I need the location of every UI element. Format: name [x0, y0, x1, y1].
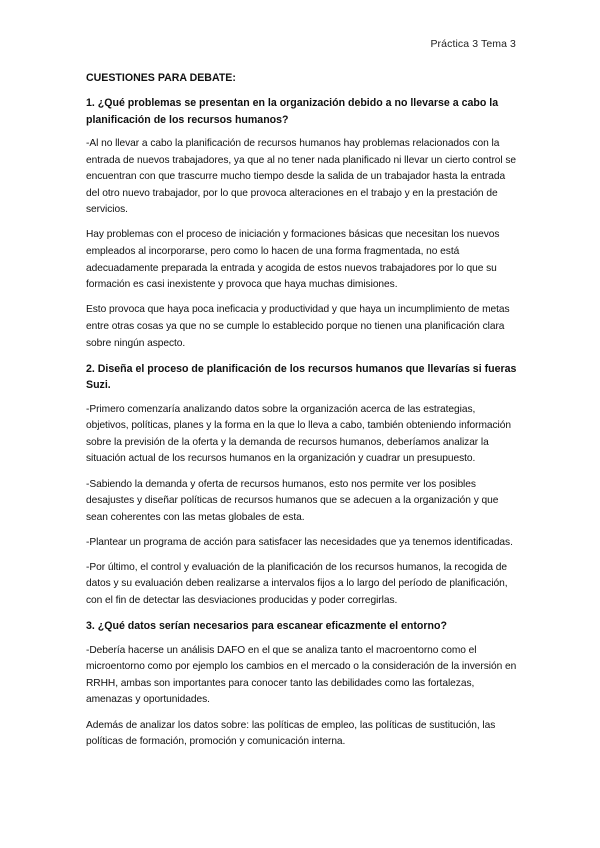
question-3-paragraph-1: -Debería hacerse un análisis DAFO en el que se analiza tanto el macroentorno como el microentorno como por ejemplo los cambios en el mercado o la consideración de la inversión en RRHH, ambas son importantes para conocer tanto las debilidades como las fortalezas, amenazas y oportunidades.	[86, 644, 517, 706]
question-3-title: 3. ¿Qué datos serían necesarios para escanear eficazmente el entorno?	[86, 620, 447, 633]
question-1-paragraph-1: -Al no llevar a cabo la planificación de recursos humanos hay problemas relacionados con la entrada de nuevos trabajadores, ya que al no tener nada planificado ni llevar un cierto control se encuentran con que trascurre mucho tiempo desde la salida de un trabajador hasta la entrada del otro nuevo trabajador, por lo que provoca alteraciones en el trabajo y en la prestación de servicios.	[86, 138, 517, 216]
question-2-paragraph-3: -Plantear un programa de acción para satisfacer las necesidades que ya tenemos identificadas.	[86, 536, 513, 548]
question-1-paragraph-2: Hay problemas con el proceso de iniciación y formaciones básicas que necesitan los nuevos empleados al incorporarse, pero como lo hacen de una forma fragmentada, no está adecuadamente preparada la entrada y acogida de estos nuevos trabajadores por lo que su formación es casi inexistente y provoca que haya muchas dimisiones.	[86, 229, 500, 291]
question-3-paragraph-2: Además de analizar los datos sobre: las políticas de empleo, las políticas de sustitución, las políticas de formación, promoción y comunicación interna.	[86, 719, 496, 748]
question-2-paragraph-4: -Por último, el control y evaluación de la planificación de los recursos humanos, la recogida de datos y su evaluación deben realizarse a intervalos fijos a lo largo del período de planificación, con el fin de detectar las desviaciones producidas y poder corregirlas.	[86, 561, 508, 607]
document-body	[86, 72, 518, 759]
question-1-title: 1. ¿Qué problemas se presentan en la organización debido a no llevarse a cabo la planificación de los recursos humanos?	[86, 97, 499, 126]
question-2-title: 2. Diseña el proceso de planificación de los recursos humanos que llevarías si fueras Suzi.	[86, 362, 517, 392]
page-header: Práctica 3 Tema 3	[430, 38, 516, 50]
document-title: CUESTIONES PARA DEBATE:	[86, 72, 236, 84]
question-1-paragraph-3: Esto provoca que haya poca ineficacia y productividad y que haya un incumplimiento de metas entre otras cosas ya que no se cumple lo establecido porque no tienen una planificación clara sobre ningún aspecto.	[86, 304, 510, 349]
question-2-paragraph-1: -Primero comenzaría analizando datos sobre la organización acerca de las estrategias, objetivos, políticas, planes y la forma en la que lo lleva a cabo, también obteniendo información sobre la previsión de la oferta y la demanda de recursos humanos, deberíamos analizar la situación actual de los recursos humanos en la organización y cuadrar un presupuesto.	[86, 403, 511, 465]
question-2-paragraph-2: -Sabiendo la demanda y oferta de recursos humanos, esto nos permite ver los posibles desajustes y diseñar políticas de recursos humanos que se adecuen a la organización y que sean coherentes con las metas globales de esta.	[86, 478, 499, 523]
